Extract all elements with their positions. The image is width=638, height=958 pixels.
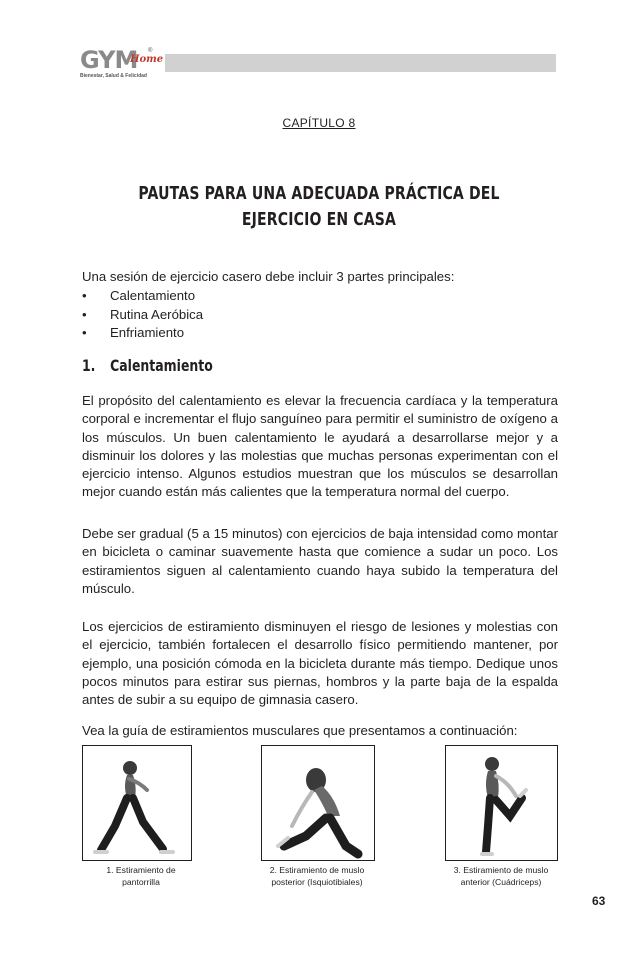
body-paragraph: Los ejercicios de estiramiento disminuyen el riesgo de lesiones y molestias con el ejercicio, también fortalecen el desarrollo físico permitiendo mantener, por ejemplo, una posición cómoda en la bicicleta durante más tiempo. Dedique unos pocos minutos para estirar sus piernas, hombros y la parte baja de la espalda antes de subir a su equipo de gimnasia casero. (82, 619, 558, 708)
figure-caption-line: 2. Estiramiento de muslo (269, 865, 365, 875)
page-title (133, 181, 506, 233)
quadriceps-stretch-photo (445, 745, 558, 861)
bullet-mark: • (82, 306, 87, 322)
figure-caption (82, 865, 200, 888)
body-paragraph: Vea la guía de estiramientos musculares que presentamos a continuación: (82, 723, 518, 738)
gym-logo (80, 46, 164, 82)
list-item (82, 324, 558, 343)
figure-caption-line: posterior (Isquiotibiales) (271, 876, 363, 887)
logo-main-text: GYM (80, 46, 138, 74)
logo-script-text: Home (130, 54, 164, 65)
list-item (82, 306, 558, 325)
body-paragraph: El propósito del calentamiento es elevar la frecuencia cardíaca y la temperatura corporal e incrementar el flujo sanguíneo para permitir el suministro de oxígeno a los músculos. Un buen calentamiento le ayudará a desarrollarse mejor y a disminuir los dolores y las molestias que muchas personas experimentan con el ejercicio intenso. Algunos estudios muestran que los músculos se desarrollan mejor cuando están más calientes que la temperatura normal del cuerpo. (82, 393, 558, 500)
figure-caption (436, 865, 566, 888)
list-item-label: Enfriamiento (110, 325, 185, 340)
body-paragraph: Debe ser gradual (5 a 15 minutos) con ejercicios de baja intensidad como montar en bicicleta o caminar suavemente hasta que comience a sudar un poco. Los estiramientos siguen al calentamiento cuando haya subido la temperatura del músculo. (82, 526, 558, 596)
parts-list (82, 287, 558, 343)
header-bar (165, 54, 556, 72)
logo-tagline: Bienestar, Salud & Felicidad (80, 73, 147, 79)
calf-stretch-icon (83, 746, 191, 860)
figure-caption-line: 3. Estiramiento de muslo (453, 865, 549, 875)
page-number: 63 (592, 894, 606, 908)
hamstring-stretch-icon (262, 746, 374, 860)
list-item-label: Rutina Aeróbica (110, 306, 204, 322)
figure-caption-line: 1. Estiramiento de (106, 865, 176, 875)
list-item (82, 287, 558, 306)
section-number: 1. (82, 356, 96, 375)
page-title-line2: EJERCICIO EN CASA (241, 209, 397, 230)
figure-caption-line: pantorrilla (122, 876, 160, 887)
bullet-mark: • (82, 288, 87, 303)
page-title-line1: PAUTAS PARA UNA ADECUADA PRÁCTICA DEL (138, 183, 500, 204)
quadriceps-stretch-icon (446, 746, 557, 860)
section-title: Calentamiento (110, 356, 213, 375)
section-heading (82, 356, 213, 375)
calf-stretch-photo (82, 745, 192, 861)
list-item-label: Calentamiento (110, 288, 196, 303)
intro-paragraph: Una sesión de ejercicio casero debe incluir 3 partes principales: (82, 269, 455, 284)
logo-registered-mark: ® (148, 48, 153, 54)
hamstring-stretch-photo (261, 745, 375, 861)
figure-caption (252, 865, 382, 888)
bullet-mark: • (82, 325, 87, 340)
figure-caption-line: anterior (Cuádriceps) (460, 876, 542, 887)
chapter-label: CAPÍTULO 8 (282, 116, 356, 130)
